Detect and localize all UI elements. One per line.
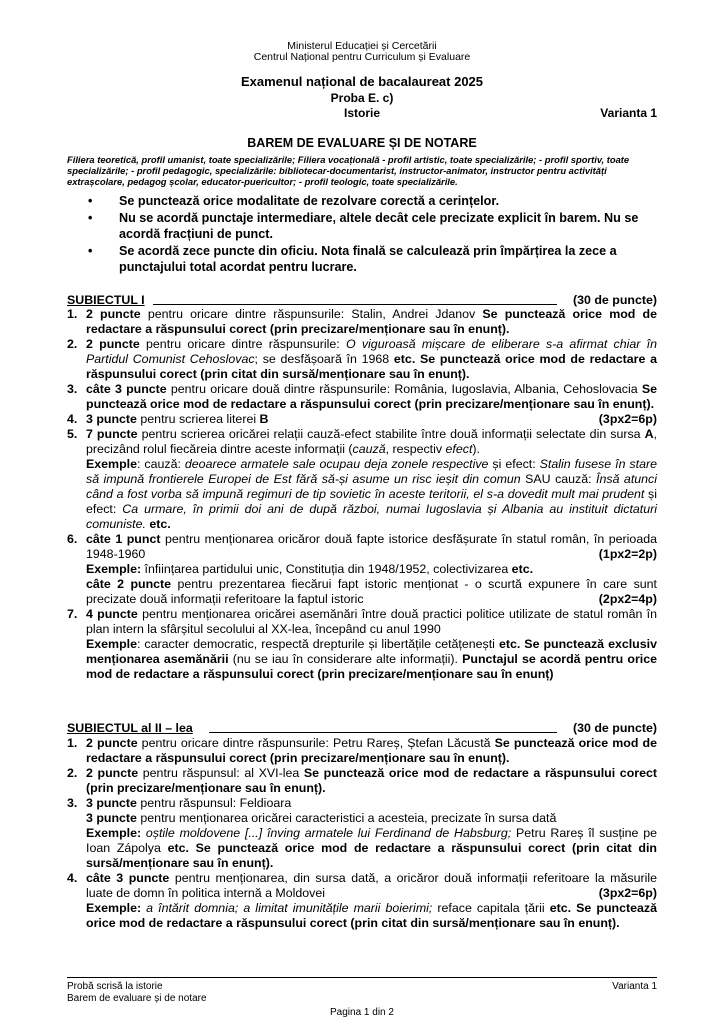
list-item: 3. 3 puncte pentru răspunsul: Feldioara 3 puncte pentru menționarea oricărei caracteristici a acesteia, precizate în sursa dată Exemple: oștile moldovene [...] înving armatele lui Ferdinand de Habsburg; Petru Rareș îl susține pe Ioan Zápolya etc. Se punctează orice mod de redactare a răspunsului corect (prin citat din sursă/menționare sau în enunț). [67,796,657,870]
exam-title: Examenul național de bacalaureat 2025 [240,74,484,89]
list-item: 2. 2 puncte pentru oricare dintre răspunsurile: O viguroasă mișcare de eliberare s-a afirmat chiar în Partidul Comunist Cehoslovac; se desfășoară în 1968 etc. Se punctează orice mod de redactare a răspunsului corect (prin citat din sursă/menționare sau în enunț). [67,337,657,381]
bullet-icon: • [88,243,93,258]
proba-label: Proba E. c) [330,91,394,105]
center-name: Centrul Național pentru Curriculum și Evaluare [253,51,471,63]
ministry-name: Ministerul Educației și Cercetării [287,40,437,52]
barem-title: BAREM DE EVALUARE ȘI DE NOTARE [247,136,477,150]
list-item: 6. câte 1 punct pentru menționarea oricăror două fapte istorice desfășurate în statul român, în perioada 1948-1960 (1px2=2p) Exemple: înființarea partidului unic, Constituția din 1948/1952, colectivizarea etc. câte 2 puncte pentru prezentarea fiecărui fapt istoric menționat - o scurtă expunere în care sunt precizate două informații referitoare la faptul istoric (2px2=4p) [67,532,657,606]
s2-items [67,736,657,931]
bullet-icon: • [88,194,93,208]
rule-item: • Nu se acordă punctaje intermediare, altele decât cele precizate explicit în barem. Nu se acordă fracțiuni de punct. [88,210,639,241]
page-number: Pagina 1 din 2 [330,1007,394,1018]
footer-divider [67,977,657,978]
filiera-text: Filiera teoretică, profil umanist, toate specializările; Filiera vocațională - profil artistic, toate specializările; - profil sportiv, toate specializările; - profil pedagogic, specializările: bibliotecar-documentarist, instructor-animator, instructor pentru activități extrașcolare, pedagog școlar, educator-puericultor; - profil teologic, toate specializările. [67,154,630,187]
heading-underline [209,732,557,733]
list-item: 4. câte 3 puncte pentru menționarea, din sursa dată, a oricăror două informații referitoare la măsurile luate de domn în politica internă a Moldovei (3px2=6p) Exemple: a întărit domnia; a limitat imunitățile marii boierimi; reface capitala țării etc. Se punctează orice mod de redactare a răspunsului corect (prin citat din sursă/menționare sau în enunț). [67,871,657,930]
footer-left-2: Barem de evaluare și de notare [67,993,207,1004]
rule-item: • Se acordă zece puncte din oficiu. Nota finală se calculează prin împărțirea la zece a punctajului total acordat pentru lucrare. [88,243,617,274]
bullet-icon: • [88,210,93,225]
list-item: 3. câte 3 puncte pentru oricare două dintre răspunsurile: România, Iugoslavia, Albania, Cehoslovacia Se punctează orice mod de redactare a răspunsului corect (prin precizare/menționare sau în enunț). (3px2=6p) [67,382,657,426]
section-heading-s1: SUBIECTUL I (30 de puncte) [67,293,657,307]
list-item: 7. 4 puncte pentru menționarea oricărei asemănări între două practici politice utilizate de statul român în plan intern la sfârșitul secolului al XX-lea, începând cu anul 1990 Exemple: caracter democratic, respectă drepturile și libertățile cetățenești etc. Se punctează exclusiv menționarea asemănării (nu se iau în considerare alte informații). Punctajul se acordă pentru orice mod de redactare a răspunsului corect (prin precizare/menționare sau în enunț) [67,607,658,681]
list-item: 2. 2 puncte pentru răspunsul: al XVI-lea Se punctează orice mod de redactare a răspunsului corect (prin precizare/menționare sau în enunț). [67,766,657,795]
list-item: 5. 7 puncte pentru scrierea oricărei relații cauză-efect stabilite între două informații selectate din sursa A, precizând rolul fiecăreia dintre aceste informații (cauză, respectiv efect). Exemple: cauză: deoarece armatele sale ocupau deja zonele respective și efect: Stalin fusese în stare să impună frontierele Europei de Est fără să-și asume un risc ieșit din comun SAU cauză: Însă atunci când a fost vorba să impună regimuri de tip sovietic în aceste teritorii, el s-a dovedit mult mai prudent și efect: Ca urmare, în primii doi ani de după război, numai Iugoslavia și Albania au instituit dictaturi comuniste. etc. [67,427,657,531]
heading-underline [153,304,557,305]
subject-line [67,106,657,120]
list-item: 4. 3 puncte pentru scrierea literei B [67,412,269,426]
general-rules [67,193,657,276]
variant-label: Varianta 1 [600,106,657,120]
s1-items [67,307,657,682]
section-heading-s2: SUBIECTUL al II – lea (30 de puncte) [67,721,657,735]
list-item: 1. 2 puncte pentru oricare dintre răspunsurile: Stalin, Andrei Jdanov Se punctează orice mod de redactare a răspunsului corect (prin precizare/menționare sau în enunț). [67,307,657,336]
rule-item: • Se punctează orice modalitate de rezolvare corectă a cerințelor. [88,194,500,208]
footer-right: Varianta 1 [612,981,657,992]
footer-left-1: Probă scrisă la istorie [67,981,163,992]
subject-name: Istorie [343,106,380,120]
list-item: 1. 2 puncte pentru oricare dintre răspunsurile: Petru Rareș, Ștefan Lăcustă Se punctează orice mod de redactare a răspunsului corect (prin precizare/menționare sau în enunț). [67,736,657,765]
header-ministry-block [67,41,657,63]
